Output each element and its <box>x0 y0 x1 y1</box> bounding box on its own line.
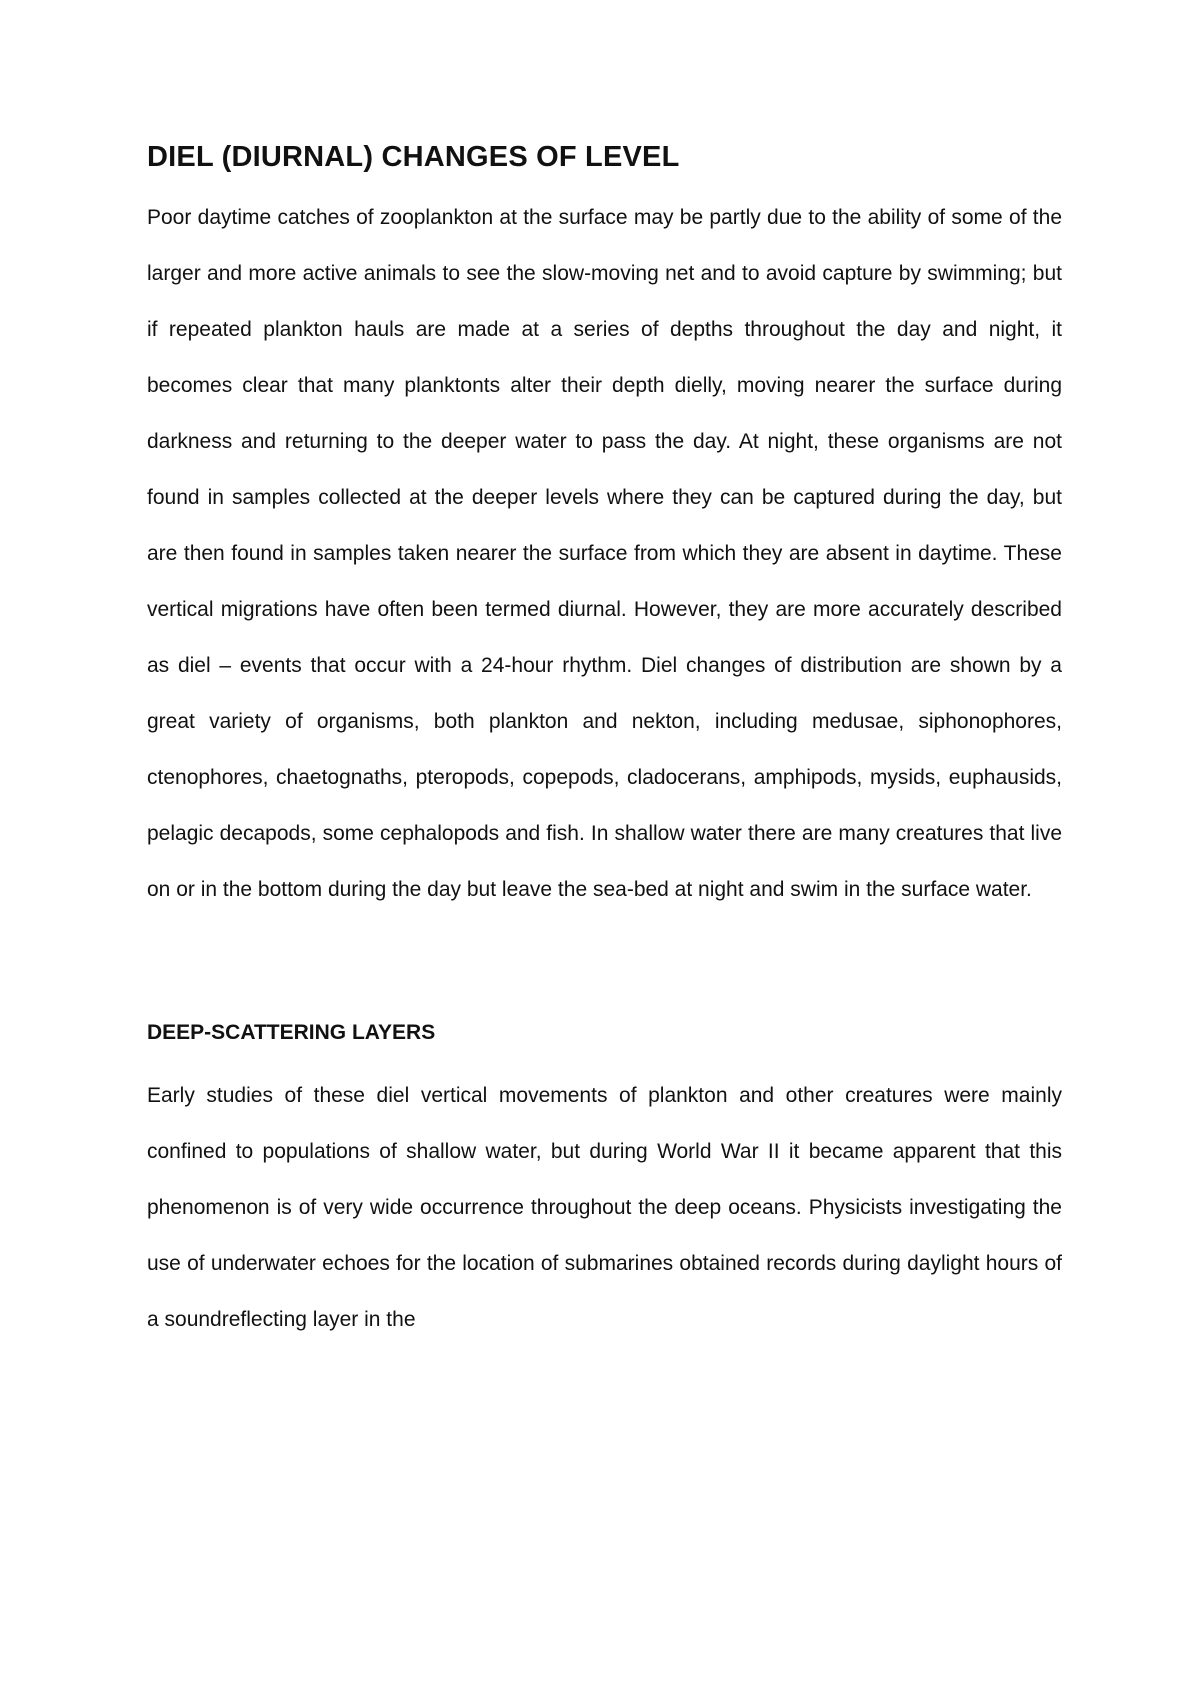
paragraph-diel-changes: Poor daytime catches of zooplankton at the surface may be partly due to the ability of some of the larger and more active animals to see the slow-moving net and to avoid capture by swimming; but if repeated plankton hauls are made at a series of depths throughout the day and night, it becomes clear that many planktonts alter their depth dielly, moving nearer the surface during darkness and returning to the deeper water to pass the day. At night, these organisms are not found in samples collected at the deeper levels where they can be captured during the day, but are then found in samples taken nearer the surface from which they are absent in daytime. These vertical migrations have often been termed diurnal. However, they are more accurately described as diel – events that occur with a 24-hour rhythm. Diel changes of distribution are shown by a great variety of organisms, both plankton and nekton, including medusae, siphonophores, ctenophores, chaetognaths, pteropods, copepods, cladocerans, amphipods, mysids, euphausids, pelagic decapods, some cephalopods and fish. In shallow water there are many creatures that live on or in the bottom during the day but leave the sea-bed at night and swim in the surface water. <box>147 205 1062 901</box>
paragraph-deep-scattering: Early studies of these diel vertical movements of plankton and other creatures were mainly confined to populations of shallow water, but during World War II it became apparent that this phenomenon is of very wide occurrence throughout the deep oceans. Physicists investigating the use of underwater echoes for the location of submarines obtained records during daylight hours of a soundreflecting layer in the <box>147 1083 1062 1331</box>
document-body <box>147 140 1062 1348</box>
section-deep-scattering <box>147 1020 1062 1348</box>
section-heading-diel-changes: DIEL (DIURNAL) CHANGES OF LEVEL <box>147 141 680 173</box>
section-heading-deep-scattering-layers: DEEP-SCATTERING LAYERS <box>147 1020 436 1044</box>
